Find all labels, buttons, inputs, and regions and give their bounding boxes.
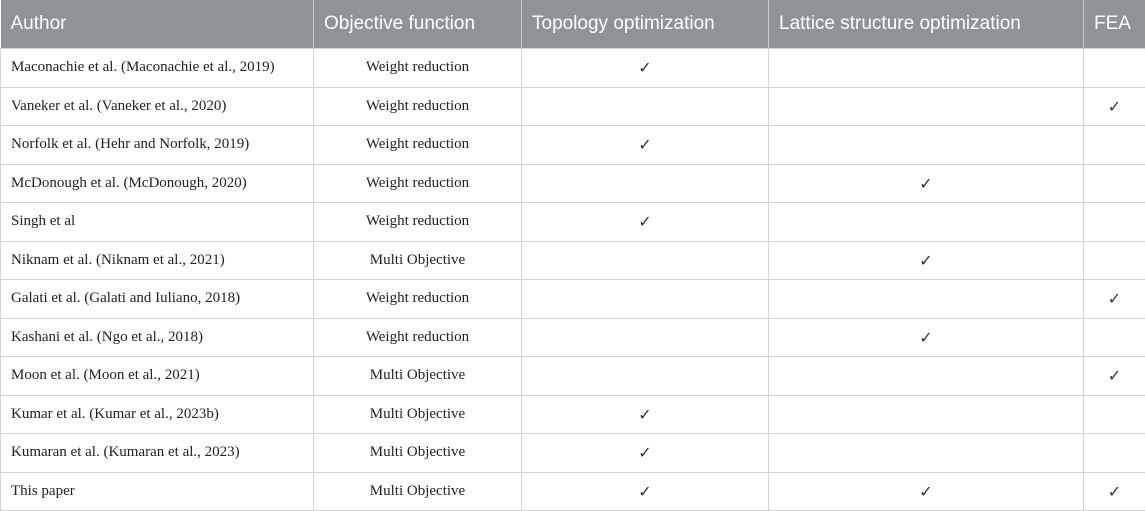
fea-cell [1084,318,1145,357]
author-cell: McDonough et al. (McDonough, 2020) [1,164,314,203]
table-row [1,241,1145,280]
fea-cell [1084,126,1145,165]
fea-cell [1084,87,1145,126]
author-cell: Norfolk et al. (Hehr and Norfolk, 2019) [1,126,314,165]
lattice-cell [769,164,1084,203]
topology-cell [522,280,769,319]
objective-cell: Multi Objective [314,434,522,473]
fea-cell [1084,434,1145,473]
objective-cell: Weight reduction [314,87,522,126]
table-row [1,434,1145,473]
check-icon: ✓ [638,443,651,462]
check-icon: ✓ [919,482,932,501]
header-topology: Topology optimization [522,0,769,49]
check-icon: ✓ [638,135,651,154]
table-row [1,318,1145,357]
topology-cell [522,126,769,165]
table-row [1,472,1145,511]
topology-cell [522,357,769,396]
table-row [1,280,1145,319]
lattice-cell [769,318,1084,357]
author-cell: Kashani et al. (Ngo et al., 2018) [1,318,314,357]
objective-cell: Weight reduction [314,280,522,319]
lattice-cell [769,49,1084,88]
table-row [1,357,1145,396]
topology-cell [522,318,769,357]
fea-cell [1084,357,1145,396]
topology-cell [522,203,769,242]
fea-cell [1084,395,1145,434]
lattice-cell [769,126,1084,165]
lattice-cell [769,203,1084,242]
lattice-cell [769,395,1084,434]
lattice-cell [769,280,1084,319]
table-body [1,49,1145,511]
header-fea: FEA [1084,0,1145,49]
check-icon: ✓ [919,328,932,347]
topology-cell [522,87,769,126]
check-icon: ✓ [638,58,651,77]
header-row [1,0,1145,49]
lattice-cell [769,87,1084,126]
topology-cell [522,164,769,203]
lattice-cell [769,434,1084,473]
check-icon: ✓ [1108,482,1121,501]
topology-cell [522,49,769,88]
topology-cell [522,241,769,280]
author-cell: Galati et al. (Galati and Iuliano, 2018) [1,280,314,319]
fea-cell [1084,241,1145,280]
table-row [1,203,1145,242]
check-icon: ✓ [638,482,651,501]
check-icon: ✓ [1108,366,1121,385]
check-icon: ✓ [638,212,651,231]
objective-cell: Weight reduction [314,164,522,203]
table-row [1,164,1145,203]
author-cell: Moon et al. (Moon et al., 2021) [1,357,314,396]
header-lattice: Lattice structure optimization [769,0,1084,49]
table-row [1,87,1145,126]
objective-cell: Multi Objective [314,357,522,396]
fea-cell [1084,203,1145,242]
lattice-cell [769,357,1084,396]
check-icon: ✓ [1108,289,1121,308]
fea-cell [1084,472,1145,511]
author-cell: Niknam et al. (Niknam et al., 2021) [1,241,314,280]
objective-cell: Weight reduction [314,126,522,165]
objective-cell: Weight reduction [314,203,522,242]
lattice-cell [769,472,1084,511]
topology-cell [522,395,769,434]
objective-cell: Weight reduction [314,318,522,357]
author-cell: Maconachie et al. (Maconachie et al., 2019) [1,49,314,88]
fea-cell [1084,280,1145,319]
fea-cell [1084,164,1145,203]
author-cell: Vaneker et al. (Vaneker et al., 2020) [1,87,314,126]
objective-cell: Weight reduction [314,49,522,88]
objective-cell: Multi Objective [314,472,522,511]
lattice-cell [769,241,1084,280]
table-row [1,395,1145,434]
check-icon: ✓ [919,251,932,270]
check-icon: ✓ [1108,97,1121,116]
header-author: Author [1,0,314,49]
objective-cell: Multi Objective [314,395,522,434]
header-objective: Objective function [314,0,522,49]
author-cell: Singh et al [1,203,314,242]
topology-cell [522,472,769,511]
author-cell: Kumar et al. (Kumar et al., 2023b) [1,395,314,434]
check-icon: ✓ [638,405,651,424]
topology-cell [522,434,769,473]
author-cell: Kumaran et al. (Kumaran et al., 2023) [1,434,314,473]
fea-cell [1084,49,1145,88]
check-icon: ✓ [919,174,932,193]
objective-cell: Multi Objective [314,241,522,280]
table-row [1,49,1145,88]
author-cell: This paper [1,472,314,511]
table-row [1,126,1145,165]
